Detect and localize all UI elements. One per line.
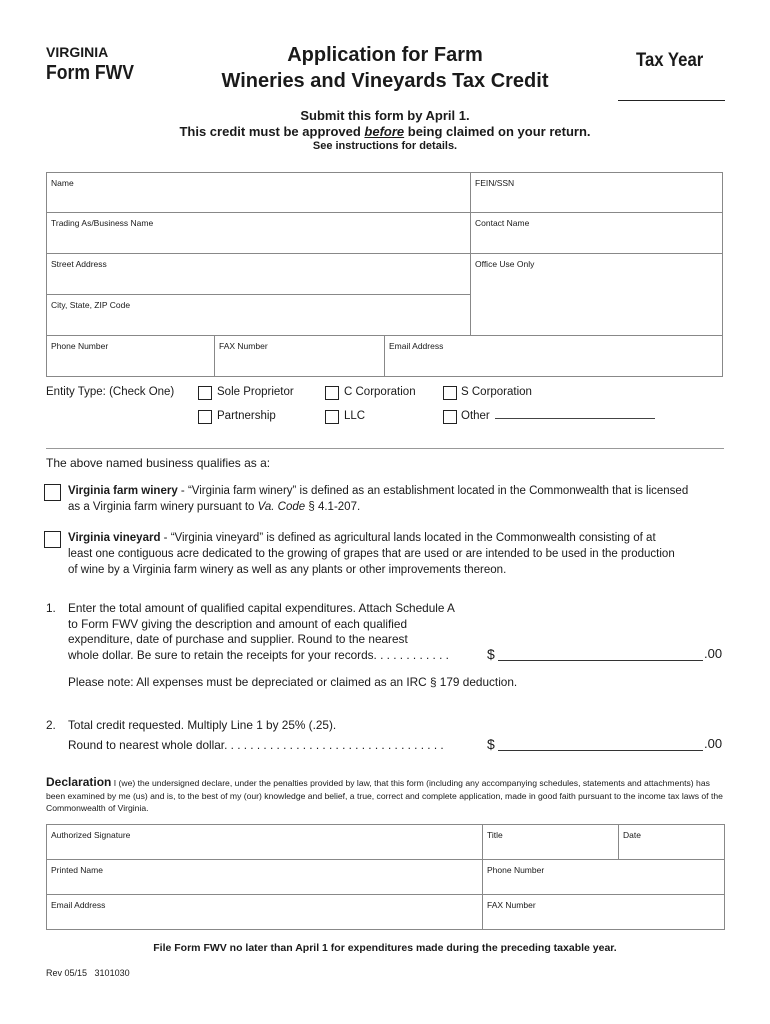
line-2-dollar-sign: $ bbox=[487, 736, 495, 752]
c-corporation-label: C Corporation bbox=[344, 386, 416, 398]
line-1-cents: .00 bbox=[704, 646, 723, 661]
street-address-field[interactable]: Street Address bbox=[46, 253, 471, 295]
signer-phone-field[interactable]: Phone Number bbox=[482, 859, 725, 895]
trading-name-field[interactable]: Trading As/Business Name bbox=[46, 212, 471, 254]
sole-proprietor-label: Sole Proprietor bbox=[217, 386, 294, 398]
tax-year-field[interactable] bbox=[618, 100, 725, 101]
signer-email-field[interactable]: Email Address bbox=[46, 894, 483, 930]
declaration-text: Declaration I (we) the undersigned declare, under the penalties provided by law, that this form (including any accompanying schedules, statements and attachments) has been examined by me (us) and is, to the best of my (our) knowledge and belief, a true, correct and complete application, made in good faith pursuant to the income tax laws of the Commonwealth of Virginia. bbox=[46, 775, 723, 813]
partnership-checkbox[interactable] bbox=[198, 410, 212, 424]
partnership-label: Partnership bbox=[217, 410, 276, 422]
signer-fax-field[interactable]: FAX Number bbox=[482, 894, 725, 930]
email-field[interactable]: Email Address bbox=[384, 335, 723, 377]
line-1-amount-field[interactable] bbox=[498, 660, 703, 661]
name-field[interactable]: Name bbox=[46, 172, 471, 213]
date-field[interactable]: Date bbox=[618, 824, 725, 860]
printed-name-field[interactable]: Printed Name bbox=[46, 859, 483, 895]
vineyard-checkbox[interactable] bbox=[44, 531, 61, 548]
farm-winery-checkbox[interactable] bbox=[44, 484, 61, 501]
contact-name-field[interactable]: Contact Name bbox=[470, 212, 723, 254]
state-label: VIRGINIA bbox=[46, 44, 109, 60]
farm-winery-definition: Virginia farm winery - “Virginia farm winery” is defined as an establishment located in the Commonwealth that is licensed as a Virginia farm winery pursuant to Va. Code § 4.1-207. bbox=[68, 485, 689, 513]
approval-notice: This credit must be approved before being claimed on your return. bbox=[179, 124, 591, 139]
authorized-signature-field[interactable]: Authorized Signature bbox=[46, 824, 483, 860]
other-entity-field[interactable] bbox=[495, 418, 655, 419]
phone-field[interactable]: Phone Number bbox=[46, 335, 215, 377]
llc-checkbox[interactable] bbox=[325, 410, 339, 424]
other-label: Other bbox=[461, 410, 490, 422]
submit-deadline: Submit this form by April 1. bbox=[300, 108, 470, 123]
sole-proprietor-checkbox[interactable] bbox=[198, 386, 212, 400]
line-2-amount-field[interactable] bbox=[498, 750, 703, 751]
city-state-zip-field[interactable]: City, State, ZIP Code bbox=[46, 294, 471, 336]
title-line-1: Application for Farm bbox=[287, 44, 483, 66]
tax-year-label: Tax Year bbox=[636, 50, 704, 71]
section-divider bbox=[46, 448, 724, 449]
llc-label: LLC bbox=[344, 410, 366, 422]
form-title bbox=[200, 42, 570, 94]
line-2-cents: .00 bbox=[704, 736, 723, 751]
filing-deadline-notice: File Form FWV no later than April 1 for expenditures made during the preceding taxable year. bbox=[153, 942, 617, 954]
line-1-dollar-sign: $ bbox=[487, 646, 495, 662]
fax-field[interactable]: FAX Number bbox=[214, 335, 385, 377]
c-corporation-checkbox[interactable] bbox=[325, 386, 339, 400]
line-1-number: 1. bbox=[46, 601, 56, 615]
vineyard-definition: Virginia vineyard - “Virginia vineyard” is defined as agricultural lands located in the Commonwealth consisting of at least one contiguous acre dedicated to the growing of grapes that are used or are intended to be used in the production of wine by a Virginia farm winery as well as any plants or other improvements thereon. bbox=[68, 532, 675, 576]
entity-type-label: Entity Type: (Check One) bbox=[46, 386, 175, 398]
other-checkbox[interactable] bbox=[443, 410, 457, 424]
instructions-note: See instructions for details. bbox=[312, 140, 458, 152]
line-2-instructions: Total credit requested. Multiply Line 1 by 25% (.25). Round to nearest whole dollar. . . . . . . . . . . . . . . . . . . . . . . . . . . . . . . . . . bbox=[68, 718, 444, 752]
revision-info: Rev 05/15 3101030 bbox=[46, 968, 130, 978]
s-corporation-label: S Corporation bbox=[461, 386, 532, 398]
qualifies-intro: The above named business qualifies as a: bbox=[46, 456, 271, 470]
office-use-box: Office Use Only bbox=[470, 253, 723, 336]
form-number: Form FWV bbox=[46, 62, 134, 84]
line-2-number: 2. bbox=[46, 718, 56, 732]
line-1-instructions: Enter the total amount of qualified capital expenditures. Attach Schedule A to Form FWV giving the description and amount of each qualified expenditure, date of purchase and supplier. Round to the nearest whole dollar. Be sure to retain the receipts for your records. . . . . . . . . . . . bbox=[68, 601, 455, 662]
title-line-2: Wineries and Vineyards Tax Credit bbox=[221, 70, 549, 92]
s-corporation-checkbox[interactable] bbox=[443, 386, 457, 400]
fein-field[interactable]: FEIN/SSN bbox=[470, 172, 723, 213]
title-field[interactable]: Title bbox=[482, 824, 619, 860]
line-1-note: Please note: All expenses must be depreciated or claimed as an IRC § 179 deduction. bbox=[68, 675, 518, 689]
